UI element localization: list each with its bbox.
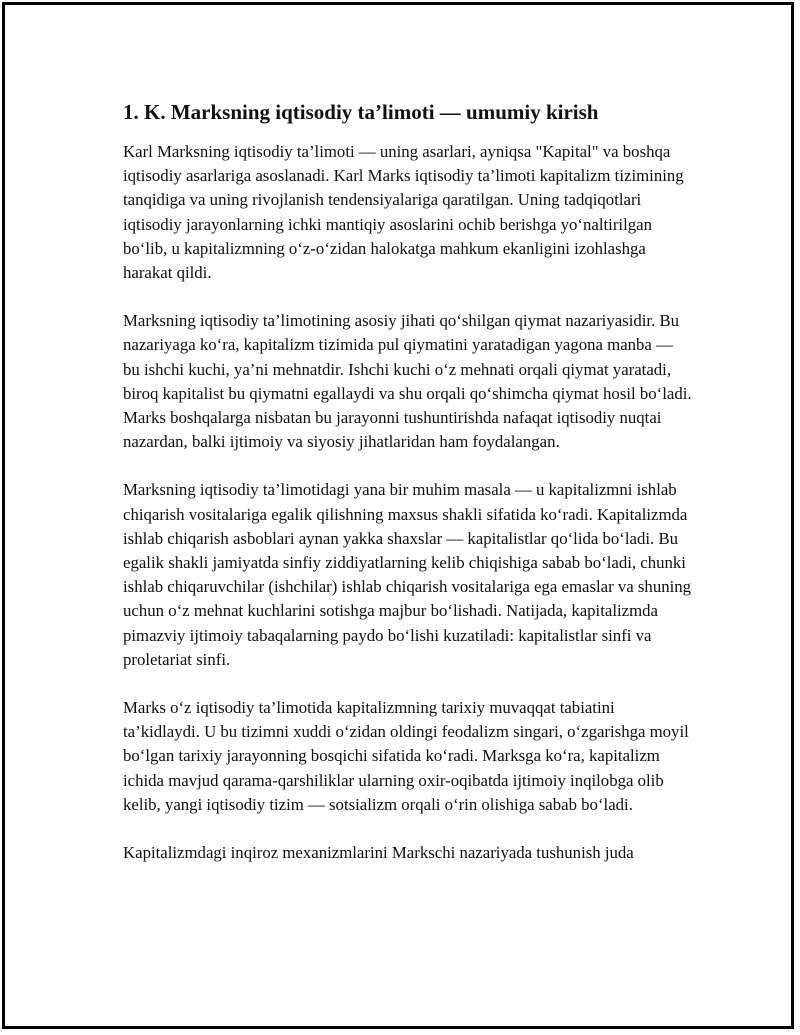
paragraph-3: Marksning iqtisodiy ta’limotidagi yana bir muhim masala — u kapitalizmni ishlab chiqarish vositalariga egalik qilishning maxsus shakli sifatida ko‘radi. Kapitalizmda ishlab chiqarish asboblari aynan yakka shaxslar — kapitalistlar qo‘lida bo‘ladi. Bu egalik shakli jamiyatda sinfiy ziddiyatlarning kelib chiqishiga sabab bo‘ladi, chunki ishlab chiqaruvchilar (ishchilar) ishlab chiqarish vositalariga ega emaslar va shuning uchun o‘z mehnat kuchlarini sotishga majbur bo‘lishadi. Natijada, kapitalizmda pimazviy ijtimoiy tabaqalarning paydo bo‘lishi kuzatiladi: kapitalistlar sinfi va proletariat sinfi. — [123, 480, 692, 669]
paragraph-4: Marks o‘z iqtisodiy ta’limotida kapitalizmning tarixiy muvaqqat tabiatini ta’kidlaydi. U bu tizimni xuddi o‘zidan oldingi feodalizm singari, o‘zgarishga moyil bo‘lgan tarixiy jarayonning bosqichi sifatida ko‘radi. Marksga ko‘ra, kapitalizm ichida mavjud qarama-qarshiliklar ularning oxir-oqibatda ijtimoiy inqilobga olib kelib, yangi iqtisodiy tizim — sotsializm orqali o‘rin olishiga sabab bo‘ladi. — [123, 698, 689, 814]
paragraph-1: Karl Marksning iqtisodiy ta’limoti — uning asarlari, ayniqsa "Kapital" va boshqa iqtisodiy asarlariga asoslanadi. Karl Marks iqtisodiy ta’limoti kapitalizm tizimining tanqidiga va uning rivojlanish tendensiyalariga qaratilgan. Uning tadqiqotlari iqtisodiy jarayonlarning ichki mantiqiy asoslarini ochib berishga yo‘naltirilgan bo‘lib, u kapitalizmning o‘z-o‘zidan halokatga mahkum ekanligini izohlashga harakat qildi. — [123, 142, 684, 283]
section-title: 1. K. Marksning iqtisodiy ta’limoti — umumiy kirish — [123, 100, 599, 124]
paragraph-5: Kapitalizmdagi inqiroz mexanizmlarini Markschi nazariyada tushunish juda — [123, 843, 634, 863]
paragraph-2: Marksning iqtisodiy ta’limotining asosiy jihati qo‘shilgan qiymat nazariyasidir. Bu nazariyaga ko‘ra, kapitalizm tizimida pul qiymatini yaratadigan yagona manba — bu ishchi kuchi, ya’ni mehnatdir. Ishchi kuchi o‘z mehnati orqali qiymat yaratadi, biroq kapitalist bu qiymatni egallaydi va shu orqali qo‘shimcha qiymat hosil bo‘ladi. Marks boshqalarga nisbatan bu jarayonni tushuntirishda nafaqat iqtisodiy nuqtai nazardan, balki ijtimoiy va siyosiy jihatlaridan ham foydalangan. — [123, 311, 692, 452]
document-body — [123, 97, 693, 889]
page-frame — [2, 2, 794, 1029]
